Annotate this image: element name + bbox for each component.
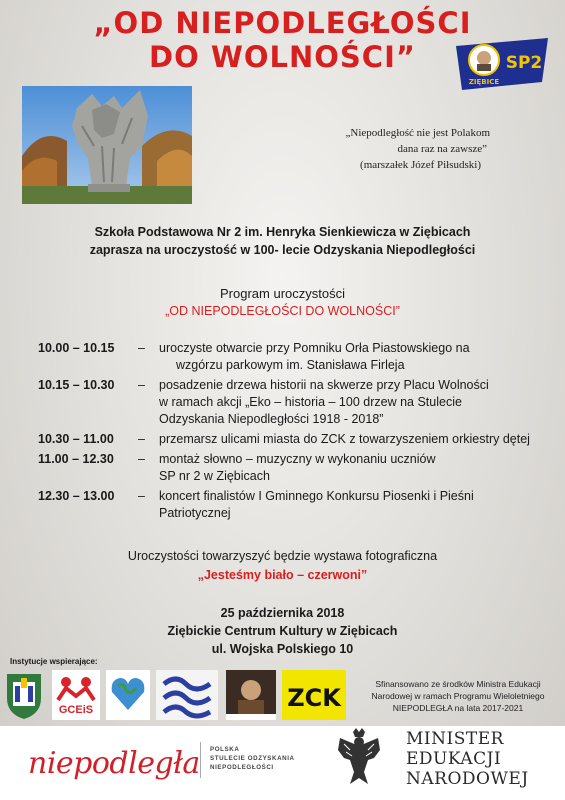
schedule-row bbox=[38, 431, 558, 448]
eagle-monument-photo bbox=[22, 86, 192, 204]
schedule-time: 12.30 – 13.00 bbox=[38, 489, 115, 503]
program-heading: Program uroczystości bbox=[220, 286, 345, 301]
schedule-line: SP nr 2 w Ziębicach bbox=[159, 469, 270, 483]
schedule-row bbox=[38, 377, 558, 428]
painting-logo bbox=[226, 670, 276, 720]
schedule-time: 10.00 – 10.15 bbox=[38, 341, 115, 355]
schedule-dash: – bbox=[138, 341, 145, 355]
supporters-label: Instytucje wspierające: bbox=[10, 657, 98, 666]
school-logo-badge: SP2 bbox=[505, 53, 543, 73]
schedule-time: 11.00 – 12.30 bbox=[38, 452, 114, 466]
invitation-line-1: Szkoła Podstawowa Nr 2 im. Henryka Sienkiewicza w Ziębicach bbox=[94, 225, 471, 239]
funding-note bbox=[360, 678, 556, 714]
schedule-description bbox=[159, 451, 558, 485]
exhibition-line: Uroczystości towarzyszyć będzie wystawa fotograficzna bbox=[127, 549, 438, 563]
globe-heart-logo bbox=[106, 670, 150, 720]
schedule-dash: – bbox=[138, 489, 145, 503]
schedule-dash: – bbox=[138, 452, 145, 466]
ministry-line-1: MINISTER bbox=[406, 729, 504, 749]
invitation-line-2: zaprasza na uroczystość w 100- lecie Odzyskania Niepodległości bbox=[89, 243, 476, 257]
schedule-line: wzgórzu parkowym im. Stanisława Firleja bbox=[176, 358, 405, 372]
quote-line-2: dana raz na zawsze” bbox=[397, 143, 487, 155]
footer-divider bbox=[200, 742, 201, 778]
zck-logo bbox=[282, 670, 346, 720]
event-venue: Ziębickie Centrum Kultury w Ziębicach bbox=[167, 624, 398, 638]
quote-author: (marszałek Józef Piłsudski) bbox=[360, 159, 481, 171]
schedule-description bbox=[159, 377, 558, 428]
school-logo bbox=[456, 38, 548, 90]
town-coat-of-arms-logo bbox=[4, 670, 44, 720]
stulecie-line-2: STULECIE ODZYSKANIA bbox=[210, 755, 295, 762]
gceis-logo-text: GCEiS bbox=[58, 704, 94, 716]
funding-line-3: NIEPODLEGŁA na lata 2017-2021 bbox=[392, 703, 524, 713]
gceis-logo bbox=[52, 670, 100, 720]
stulecie-line-1: POLSKA bbox=[210, 746, 240, 753]
schedule-dash: – bbox=[138, 378, 145, 392]
schedule bbox=[38, 340, 558, 525]
schedule-line: montaż słowno – muzyczny w wykonaniu uczniów bbox=[159, 452, 436, 466]
zck-logo-text: ZCK bbox=[287, 684, 341, 712]
schedule-row bbox=[38, 451, 558, 485]
schedule-row bbox=[38, 340, 558, 374]
polish-eagle-icon bbox=[336, 728, 382, 786]
exhibition-name: „Jesteśmy biało – czerwoni” bbox=[197, 568, 368, 582]
schedule-line: w ramach akcji „Eko – historia – 100 drzew na Stulecie bbox=[159, 395, 462, 409]
schedule-line: przemarsz ulicami miasta do ZCK z towarzyszeniem orkiestry dętej bbox=[159, 432, 530, 446]
funding-line-2: Narodowej w ramach Programu Wieloletniego bbox=[371, 691, 545, 701]
schedule-line: Odzyskania Niepodległości 1918 - 2018” bbox=[159, 412, 384, 426]
quote-line-1: „Niepodległość nie jest Polakom bbox=[345, 127, 490, 139]
schedule-row bbox=[38, 488, 558, 522]
program-name: „OD NIEPODLEGŁOŚCI DO WOLNOŚCI” bbox=[165, 304, 400, 318]
niepodlegla-logo: niepodległa bbox=[28, 746, 200, 781]
title-line-2: DO WOLNOŚCI” bbox=[149, 40, 416, 74]
stulecie-line-3: NIEPODLEGŁOŚCI bbox=[210, 764, 274, 771]
funding-line-1: Sfinansowano ze środków Ministra Edukacji bbox=[375, 679, 541, 689]
schedule-time: 10.30 – 11.00 bbox=[38, 432, 114, 446]
schedule-time: 10.15 – 10.30 bbox=[38, 378, 115, 392]
schedule-dash: – bbox=[138, 432, 145, 446]
ministry-line-3: NARODOWEJ bbox=[406, 769, 529, 789]
schedule-line: uroczyste otwarcie przy Pomniku Orła Piastowskiego na bbox=[159, 341, 470, 355]
schedule-description bbox=[159, 488, 558, 522]
event-date: 25 października 2018 bbox=[220, 606, 345, 620]
schedule-line: posadzenie drzewa historii na skwerze przy Placu Wolności bbox=[159, 378, 489, 392]
schedule-line: koncert finalistów I Gminnego Konkursu Piosenki i Pieśni bbox=[159, 489, 474, 503]
schedule-line: Patriotycznej bbox=[159, 506, 231, 520]
association-logo bbox=[156, 670, 218, 720]
title-line-1: „OD NIEPODLEGŁOŚCI bbox=[93, 6, 472, 40]
event-address: ul. Wojska Polskiego 10 bbox=[211, 642, 354, 656]
schedule-description bbox=[159, 431, 558, 448]
school-logo-town: ZIĘBICE bbox=[468, 78, 500, 86]
schedule-description bbox=[159, 340, 558, 374]
ministry-line-2: EDUKACJI bbox=[406, 749, 502, 769]
